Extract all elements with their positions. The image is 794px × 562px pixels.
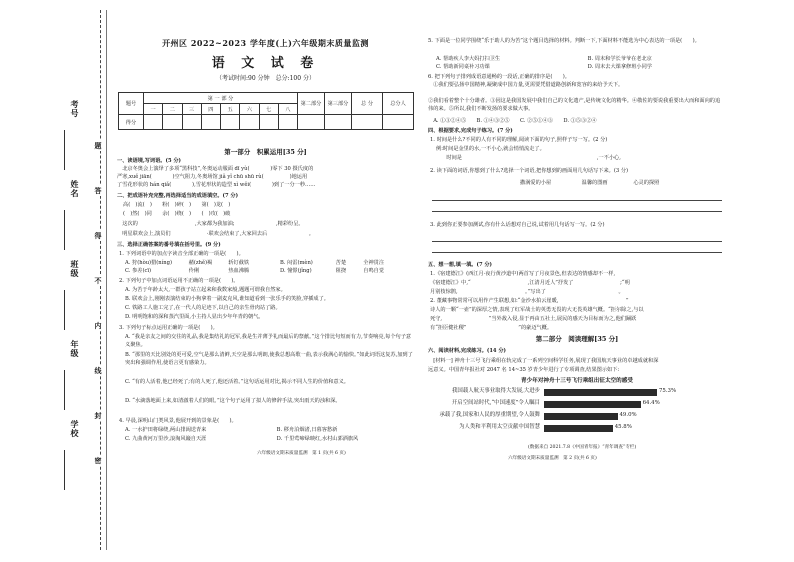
option[interactable]: A. 一水护田将绿绕,两山排闼送青来 bbox=[125, 427, 207, 433]
binding-strip bbox=[0, 0, 110, 562]
option[interactable]: D. 千里莺啼绿映红,水村山郭酒旗风 bbox=[276, 436, 359, 442]
q4-title: 四、根据要求,完成句子练习。(7 分) bbox=[428, 128, 513, 134]
option[interactable]: B. 周末和学长爷爷在老北京 bbox=[587, 56, 652, 62]
score-table-row bbox=[119, 115, 414, 130]
fill-line[interactable]: 2. 董藏事物常常可以用作产生联想,如:“金沙水拍云崖暖, ” bbox=[430, 298, 629, 304]
q3-2-stem: 2. 下列句子中加点词语运用不正确的一项是( )。 bbox=[119, 278, 239, 284]
bar-label: 承载了我,国家和人民的厚重期望,令人鼓舞 bbox=[439, 412, 540, 418]
option[interactable]: D. “水滴落地面上来,如清澈着人们的眼。”这个句子运用了拟人的修辞手法,突出雨天的浊和深。 bbox=[125, 398, 341, 404]
grade-field[interactable] bbox=[64, 370, 65, 410]
bar bbox=[544, 413, 618, 420]
option[interactable]: A. 狩(hòu)猎(níng) bbox=[125, 260, 172, 266]
class-field[interactable] bbox=[64, 290, 65, 330]
answer-line[interactable] bbox=[432, 252, 722, 253]
bar bbox=[544, 401, 641, 408]
seal-char: 线 bbox=[94, 367, 103, 374]
score-cell: 题号 bbox=[119, 93, 144, 115]
option[interactable]: C. “有的人活着,他已经死了;有的人死了,他还活着。”这句话运用对比,揭示不同人生的价值和意义。 bbox=[125, 379, 349, 385]
score-input[interactable] bbox=[144, 115, 163, 130]
bar-value-label: 64.4% bbox=[642, 400, 660, 406]
q3-1-stem: 1. 下列词语中的加点字读音全部正确的一项是( )。 bbox=[119, 251, 244, 257]
score-cell: 得分 bbox=[119, 115, 144, 130]
score-cell: 第二部分 bbox=[298, 93, 325, 115]
score-cell: 七 bbox=[259, 104, 278, 115]
option: 斩钉截铁 bbox=[228, 260, 250, 266]
option[interactable]: B. 联欢会上,刚刚表演结束的小狗拿着一副麦克风,谁知道看到一张乐手的笑脸,穿插成了。 bbox=[125, 296, 329, 302]
answer-line[interactable] bbox=[432, 241, 722, 242]
q4-1-example: 例:时间是金里的水,一不小心,就会悄悄流走了。 bbox=[436, 146, 545, 152]
material-line: [材料一] 神舟十三号飞行乘组在轨完成了一系列空间科学任务,展现了我国航天事业的卓越成就和深 bbox=[428, 358, 659, 364]
option[interactable]: C. 参差(cī) bbox=[125, 268, 152, 274]
word-choice[interactable]: 心灵的探照 bbox=[633, 180, 660, 186]
option: 自鸣自觉 bbox=[363, 268, 385, 274]
subject-title: 语 文 试 卷 bbox=[211, 56, 320, 71]
answer-line[interactable] bbox=[432, 200, 722, 201]
option: 赭(zhě)褐 bbox=[188, 260, 213, 266]
q1-line: 北京冬奥会上演绎了多项“黑科技”,冬奥运动服面 dī yù( )零下 30 摄氏度的 bbox=[117, 166, 314, 172]
fill-line: 诗人的一颗“一壶”的深厚之情,表现了红军战士的英勇无畏的大无畏英雄气概。“拒尔除之,与以 bbox=[430, 307, 644, 313]
class-label: 班级 bbox=[70, 260, 80, 278]
q1-line: 了雪花形状的 hán qiǎ( ),雪花形状的造型 xì wěi( )到了一分一秒…… bbox=[117, 182, 316, 188]
fill-line[interactable]: 月别枝惊鹊, 。”写出了 。 bbox=[430, 289, 624, 295]
fill-line[interactable]: 死守, ”当外敌入侵,显于再由五社土,展民的感天为目标而为之,他们踊跃 bbox=[430, 316, 637, 322]
q5-opt-row bbox=[436, 56, 652, 64]
seal-char: 得 bbox=[94, 232, 103, 239]
q2-line: 这次的 ,大家都为我加油; ,精彩纷呈。 bbox=[117, 221, 304, 227]
score-cell: 第三部分 bbox=[325, 93, 352, 115]
footer-left: 六年级语文期末质量监测 第 1 页(共 6 页) bbox=[257, 451, 346, 456]
q3-4-stem: 4. 早晨,深明山门类风景,他展开到的景象是( )。 bbox=[119, 418, 237, 424]
bar-value-label: 45.8% bbox=[614, 424, 632, 430]
q5sec-title: 五、想一想,填一填。(7 分) bbox=[428, 262, 493, 268]
score-input[interactable] bbox=[278, 115, 297, 130]
score-input[interactable] bbox=[383, 115, 414, 130]
score-cell: 三 bbox=[182, 104, 201, 115]
word-choice[interactable]: 撒满爱的小屋 bbox=[520, 180, 552, 186]
option: 苦楚 bbox=[335, 260, 347, 266]
option[interactable]: A. “我是亲友之间的交往的礼品,我是集结礼的冠军,我是生并薄予礼而最后的祭献。”这个排比句短而有力,节奏响亮,每个句子意义聚焦。 bbox=[125, 334, 412, 348]
score-input[interactable] bbox=[259, 115, 278, 130]
q6-passage: ②我们看着整个十分雄者。③因这是我国发展中我们自己的文化遗产,是传统文化的精华。④敬佐的要说我重要出大而和面向的追伟的来。⑤所以,我们不断发扬的要求做大事。 bbox=[428, 98, 721, 112]
exam-no-label: 考号 bbox=[70, 100, 80, 118]
exam-title: 开州区 2022~2023 学年度(上)六年级期末质量监测 bbox=[162, 38, 369, 48]
part2-title: 第二部分 阅读理解[35 分] bbox=[535, 335, 619, 343]
bar-label: 为人类和平利用太空贡献中国智慧 bbox=[459, 424, 540, 430]
q4-3-stem: 3. 此到你正要参加测试,你有什么话想对自己说,试着用几句话写一写。(2 分) bbox=[430, 222, 605, 228]
word-choice[interactable]: 温馨的图画 bbox=[581, 180, 608, 186]
school-label: 学校 bbox=[70, 420, 80, 438]
seal-char: 封 bbox=[94, 412, 103, 419]
grade-label: 年级 bbox=[70, 340, 80, 358]
score-cell: 总 分 bbox=[352, 93, 383, 115]
bar-chart bbox=[428, 388, 726, 448]
bar-value-label: 49.0% bbox=[619, 412, 637, 418]
q3-4-opt-row bbox=[125, 427, 337, 435]
seal-char: 不 bbox=[94, 277, 103, 284]
bar bbox=[544, 389, 657, 396]
q2-line: 明星联欢会上,演员们 ·联欢会结束了,大家回去后 。 bbox=[117, 231, 314, 237]
fill-line[interactable]: 有“拒臣健社稷” ”的豪迈气概。 bbox=[430, 325, 553, 331]
seal-char: 题 bbox=[94, 142, 103, 149]
q6-options[interactable]: A. ①③②④⑤ B. ①④③②⑤ C. ②⑤①④③ D. ①⑤③②④ bbox=[428, 118, 597, 124]
option[interactable]: D. 明明饱和的深和蒸汽里面,小主持人显出少年年青的朝气。 bbox=[125, 314, 264, 320]
footer-right: 六年级语文期末质量监测 第 2 页(共 6 页) bbox=[508, 456, 597, 461]
score-table-row bbox=[119, 93, 414, 104]
chart-source: (数据来自 2021.7.8《中国青年报》“青年调查”专栏) bbox=[528, 445, 637, 450]
q4-1-answer-line[interactable]: 时间是 ,一不小心, bbox=[436, 155, 621, 161]
answer-line[interactable] bbox=[432, 211, 722, 212]
score-cell: 六 bbox=[240, 104, 259, 115]
part1-title: 第一部分 积累运用[35 分] bbox=[224, 148, 307, 156]
option[interactable]: D. 周末去大课拿修班小同学 bbox=[587, 64, 652, 70]
score-cell: 总分人 bbox=[383, 93, 414, 115]
name-field[interactable] bbox=[64, 210, 65, 250]
option[interactable]: C. 铁路工人施工完了,在一代人的足迹下,以自己的亲生骨肉站了路。 bbox=[125, 305, 281, 311]
q3-1-opt-row bbox=[125, 260, 384, 268]
q2-line: 高( )流( ) 粉( )碎( ) 第( )龙( ) bbox=[123, 202, 231, 208]
score-input[interactable] bbox=[240, 115, 259, 130]
q5-stem: 5. 下面是一位同学围绕“乐于助人的为苦”这个题目选择的材料。判断一下,下面材料不能选为中心表达的一项是( )。 bbox=[428, 38, 700, 44]
exam-no-field[interactable] bbox=[64, 130, 65, 170]
score-cell: 八 bbox=[278, 104, 297, 115]
option[interactable]: A. 为苦于年龄太大,一群孩子站立起来和我数家般,题题可谓我自然家。 bbox=[125, 287, 286, 293]
score-cell: 二 bbox=[163, 104, 182, 115]
option[interactable]: B. 闷雷(mèn) bbox=[279, 260, 313, 266]
score-input[interactable] bbox=[325, 115, 352, 130]
score-input[interactable] bbox=[221, 115, 240, 130]
option: 全神贯注 bbox=[363, 260, 385, 266]
q3-1-opt-row bbox=[125, 268, 384, 276]
seal-char: 内 bbox=[94, 322, 103, 329]
fill-line: 1.《宿建德江》(西江月·夜行黄沙道中)两首写了月夜景色,但表达的情感却不一样, bbox=[430, 271, 616, 277]
option[interactable]: B. 移舟泊烟渚,日暮客愁新 bbox=[276, 427, 338, 433]
option: 热血沸腾 bbox=[228, 268, 250, 274]
bar bbox=[544, 425, 613, 432]
q1-line: 严寒,xuě jiān( )空气阻力,冬奥场馆 jiǎ yǐ chū shū rù( )地运用 bbox=[117, 174, 308, 180]
score-cell: 四 bbox=[201, 104, 220, 115]
name-label: 姓名 bbox=[70, 180, 80, 198]
option[interactable]: C. 帮助新同桌补习功课 bbox=[436, 64, 490, 70]
q6-passage: ①我们要弘扬中国精神,凝聚成中国力量,更需要凭借道路创新和宽容的来给予天下。 bbox=[428, 82, 624, 88]
q3-title: 三、选择正确答案的番号填在括号里。(9 分) bbox=[117, 242, 221, 248]
option[interactable]: C. 九曲黄河万里沙,浪淘风簸自天涯 bbox=[125, 436, 207, 442]
q4-1-stem: 1. 时间是什么?不同的人有不同的理解,阅读下面的句子,照样子写一写。(2 分) bbox=[430, 137, 608, 143]
score-input[interactable] bbox=[352, 115, 383, 130]
score-table bbox=[118, 92, 414, 130]
score-input[interactable] bbox=[298, 115, 325, 130]
score-cell: 第 一 部 分 bbox=[144, 93, 298, 104]
option[interactable]: B. “那里的天比别处的更可爱,空气是那么清鲜,天空是那么明朗,使我总想高歌一曲,表示我满心的愉快。”如此词语这复苏,加到了突出和强调作用,使语言更有感染力。 bbox=[125, 352, 413, 366]
q5-opt-row bbox=[436, 64, 652, 72]
score-input[interactable] bbox=[163, 115, 182, 130]
exam-info: （考试时间:90 分钟 总分:100 分） bbox=[216, 75, 315, 82]
material-line: 远意义。中国青年报社对 2047 名 14~35 岁青少年进行了专项调查,结果图示如下: bbox=[428, 367, 620, 373]
q4-2-words bbox=[520, 180, 659, 188]
bar-value-label: 75.3% bbox=[658, 388, 677, 394]
q3-4-opt-row bbox=[125, 436, 358, 444]
q6sec-title: 六、阅读材料,完成练习。(14 分) bbox=[428, 348, 506, 354]
q2-title: 二、把成语补充完整,再选择适当的成语填空。(7 分) bbox=[117, 193, 239, 199]
fill-line[interactable]: 《宿建德江》中,“ ,江清月近人”抒发了 ;“明 bbox=[430, 280, 630, 286]
q1-title: 一、读语境,写词语。(5 分) bbox=[117, 158, 182, 164]
score-cell: 一 bbox=[144, 104, 163, 115]
option[interactable]: D. 憧憬(jǐng) bbox=[279, 268, 312, 274]
score-input[interactable] bbox=[201, 115, 220, 130]
q2-line: ( )然( )同 余( )绕( ) ( )攻( )破 bbox=[123, 211, 231, 217]
bar-label: 开启空间站时代,“中国速度”令人瞩目 bbox=[451, 400, 540, 406]
q3-3-stem: 3. 下列句子标点运用正确的一项是( )。 bbox=[119, 325, 218, 331]
option: 阻挠 bbox=[335, 268, 347, 274]
q4-2-stem: 2. 读下面的词语,你想到了什么?选择一个词语,把你想到的画面用几句话写下来。(3 分) bbox=[430, 168, 629, 174]
seal-char: 答 bbox=[94, 187, 103, 194]
seal-char: 密 bbox=[94, 457, 103, 464]
chart-title: 青少年对神舟十三号飞行乘组出征太空的感受 bbox=[521, 378, 633, 384]
score-cell: 五 bbox=[221, 104, 240, 115]
option: 伶俐 bbox=[188, 268, 200, 274]
score-input[interactable] bbox=[182, 115, 201, 130]
option[interactable]: A. 帮助疾人李大妈打扫卫生 bbox=[436, 56, 501, 62]
q6-stem: 6. 把下列句子排列成语意通畅的一段话,正确的排序是( )。 bbox=[428, 74, 570, 80]
school-field[interactable] bbox=[64, 450, 65, 490]
bar-label: 我国载人航天事业取得大发展,大进步 bbox=[452, 388, 540, 394]
seal-line-inner bbox=[106, 10, 107, 550]
